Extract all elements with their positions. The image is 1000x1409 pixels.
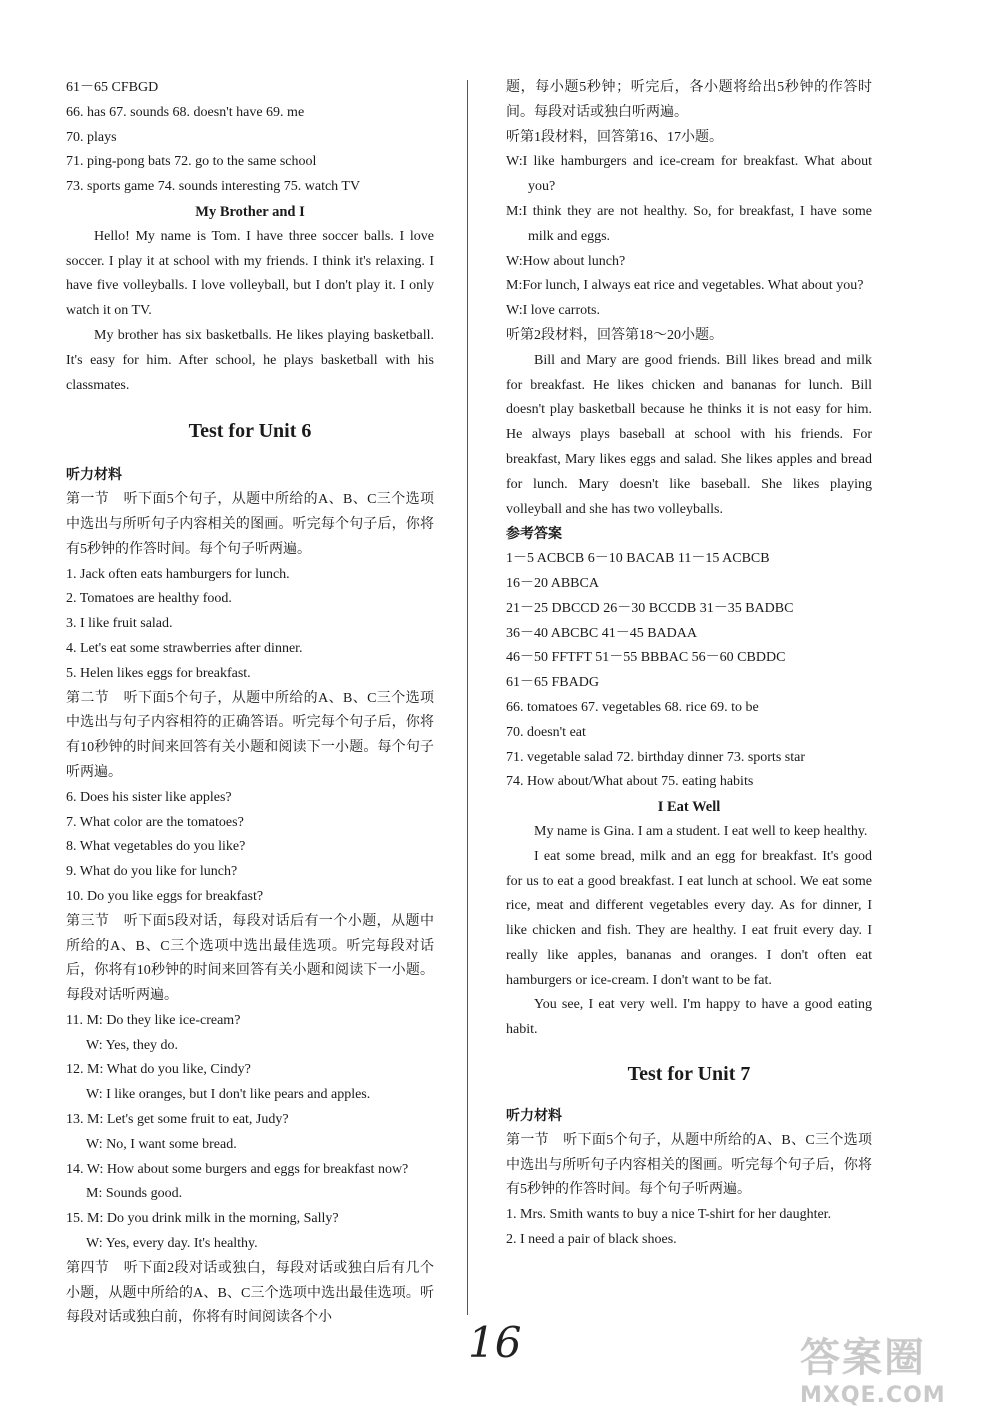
question-line: 8. What vegetables do you like? — [66, 839, 246, 855]
speaker: W: — [506, 253, 523, 269]
answer-line: 16－20 ABBCA — [506, 575, 599, 591]
right-column — [506, 76, 872, 1253]
speaker: M: — [506, 203, 523, 219]
answer-line: 66. tomatoes 67. vegetables 68. rice 69. to be — [506, 699, 759, 715]
dialogue-line: M: Sounds good. — [86, 1186, 183, 1202]
dialogue-line: W: Yes, every day. It's healthy. — [86, 1236, 258, 1252]
dialogue-line: W: I like oranges, but I don't like pears and apples. — [86, 1087, 371, 1103]
column-divider — [467, 80, 468, 1315]
dialogue-line: W: Yes, they do. — [86, 1037, 179, 1053]
essay-paragraph: I eat some bread, milk and an egg for breakfast. It's good for us to eat a good breakfast. I eat lunch at school. We eat some rice, meat and different vegetables every day. As for dinner, I like chicken and fish. They are healthy. I eat fruit every day. I really like apples, bananas and oranges. I don't often eat hamburgers or ice-cream. I don't want to be fat. — [506, 848, 872, 988]
watermark-logo — [800, 1326, 946, 1408]
dialogue-line: W: No, I want some bread. — [86, 1136, 237, 1152]
question-line: 4. Let's eat some strawberries after dinner. — [66, 640, 303, 656]
section-intro: 第一节 听下面5个句子，从题中所给的A、B、C三个选项中选出与所听句子内容相关的图画。听完每个句子后，你将有5秒钟的作答时间。每个句子听两遍。 — [506, 1132, 872, 1198]
answer-line: 66. has 67. sounds 68. doesn't have 69. me — [66, 104, 305, 120]
answer-line: 71. vegetable salad 72. birthday dinner 73. sports star — [506, 749, 805, 765]
speech: For lunch, I always eat rice and vegetables. What about you? — [522, 278, 864, 294]
question-line: 5. Helen likes eggs for breakfast. — [66, 665, 251, 681]
page-number: 16 — [468, 1318, 522, 1367]
speech: I love carrots. — [522, 303, 600, 319]
dialogue-line — [506, 250, 872, 275]
unit-title: Test for Unit 6 — [188, 420, 312, 443]
answer-key-label: 参考答案 — [506, 526, 562, 543]
section-intro: 第一节 听下面5个句子，从题中所给的A、B、C三个选项中选出与所听句子内容相关的图画。听完每个句子后，你将有5秒钟的作答时间。每个句子听两遍。 — [66, 492, 434, 557]
section-intro: 第四节 听下面2段对话或独白，每段对话或独白后有几个小题，从题中所给的A、B、C三个选项中选出最佳选项。听每段对话或独白前，你将有时间阅读各个小 — [66, 1260, 434, 1326]
section-intro: 第三节 听下面5段对话，每段对话后有一个小题，从题中所给的A、B、C三个选项中选出最佳选项。听完每段对话后，你将有10秒钟的时间来回答有关小题和阅读下一小题。每段对话听两遍。 — [66, 913, 434, 1004]
speaker: W: — [506, 303, 523, 319]
answer-line: 71. ping-pong bats 72. go to the same school — [66, 154, 317, 170]
essay-title: My Brother and I — [195, 203, 305, 220]
dialogue-label: 听第1段材料，回答第16、17小题。 — [506, 129, 723, 145]
essay-paragraph: My brother has six basketballs. He likes playing basketball. It's easy for him. After school, he plays basketball with his classmates. — [66, 327, 434, 393]
answer-line: 70. doesn't eat — [506, 724, 586, 740]
dialogue-line — [506, 150, 872, 200]
watermark-text: 答案圈 — [800, 1335, 926, 1381]
speaker: M: — [506, 278, 523, 294]
answer-line: 61－65 FBADG — [506, 675, 599, 691]
dialogue-line: 14. W: How about some burgers and eggs for breakfast now? — [66, 1161, 409, 1177]
question-line: 1. Jack often eats hamburgers for lunch. — [66, 566, 290, 582]
question-line: 1. Mrs. Smith wants to buy a nice T-shirt for her daughter. — [506, 1207, 832, 1223]
dialogue-line: 12. M: What do you like, Cindy? — [66, 1062, 251, 1078]
essay-paragraph: Hello! My name is Tom. I have three soccer balls. I love soccer. I play it at school with my friends. I think it's relaxing. I have five volleyballs. I love volleyball, but I don't play it. I only watch it on TV. — [66, 228, 434, 319]
speech: I think they are not healthy. So, for breakfast, I have some milk and eggs. — [522, 203, 872, 244]
dialogue-line: 13. M: Let's get some fruit to eat, Judy? — [66, 1112, 289, 1128]
speech: I like hamburgers and ice-cream for breakfast. What about you? — [522, 154, 872, 195]
answer-line: 70. plays — [66, 129, 117, 145]
left-column — [66, 76, 434, 1331]
answer-line: 73. sports game 74. sounds interesting 75. watch TV — [66, 179, 361, 195]
dialogue-line: 11. M: Do they like ice-cream? — [66, 1012, 241, 1028]
essay-paragraph: You see, I eat very well. I'm happy to have a good eating habit. — [506, 997, 872, 1038]
dialogue-line — [506, 200, 872, 250]
section-intro: 第二节 听下面5个句子，从题中所给的A、B、C三个选项中选出与句子内容相符的正确答语。听完每个句子后，你将有10秒钟的时间来回答有关小题和阅读下一小题。每个句子听两遍。 — [66, 690, 434, 780]
listening-label: 听力材料 — [66, 467, 122, 484]
answer-line: 1－5 ACBCB 6－10 BACAB 11－15 ACBCB — [506, 551, 770, 567]
question-line: 6. Does his sister like apples? — [66, 789, 232, 805]
section-intro: 题，每小题5秒钟；听完后，各小题将给出5秒钟的作答时间。每段对话或独白听两遍。 — [506, 80, 872, 120]
answer-line: 61－65 CFBGD — [66, 80, 159, 95]
dialogue-label: 听第2段材料，回答第18～20小题。 — [506, 327, 723, 343]
question-line: 9. What do you like for lunch? — [66, 864, 238, 880]
question-line: 2. I need a pair of black shoes. — [506, 1232, 677, 1248]
essay-title: I Eat Well — [657, 799, 721, 816]
speaker: W: — [506, 154, 523, 170]
monologue-paragraph: Bill and Mary are good friends. Bill likes bread and milk for breakfast. He likes chicken and bananas for lunch. Bill doesn't play basketball because he thinks it is not easy for him. He always plays baseball at school with his friends. For breakfast, Mary likes eggs and salad. She likes apples and bread for lunch. Mary doesn't like baseball. She likes playing volleyball and she has two volleyballs. — [506, 352, 872, 517]
answer-line: 46－50 FFTFT 51－55 BBBAC 56－60 CBDDC — [506, 650, 786, 666]
answer-line: 74. How about/What about 75. eating habits — [506, 774, 754, 790]
answer-line: 36－40 ABCBC 41－45 BADAA — [506, 625, 697, 641]
dialogue-line — [506, 274, 872, 299]
listening-label: 听力材料 — [506, 1108, 562, 1125]
question-line: 7. What color are the tomatoes? — [66, 814, 244, 830]
answer-line: 21－25 DBCCD 26－30 BCCDB 31－35 BADBC — [506, 600, 794, 616]
question-line: 10. Do you like eggs for breakfast? — [66, 888, 264, 904]
speech: How about lunch? — [522, 253, 626, 269]
essay-paragraph: My name is Gina. I am a student. I eat well to keep healthy. — [534, 823, 868, 839]
question-line: 3. I like fruit salad. — [66, 616, 173, 632]
watermark-domain: MXQE.COM — [800, 1383, 946, 1408]
dialogue-line — [506, 299, 872, 324]
unit-title: Test for Unit 7 — [627, 1063, 751, 1086]
question-line: 2. Tomatoes are healthy food. — [66, 591, 232, 607]
dialogue-line: 15. M: Do you drink milk in the morning, Sally? — [66, 1211, 339, 1227]
